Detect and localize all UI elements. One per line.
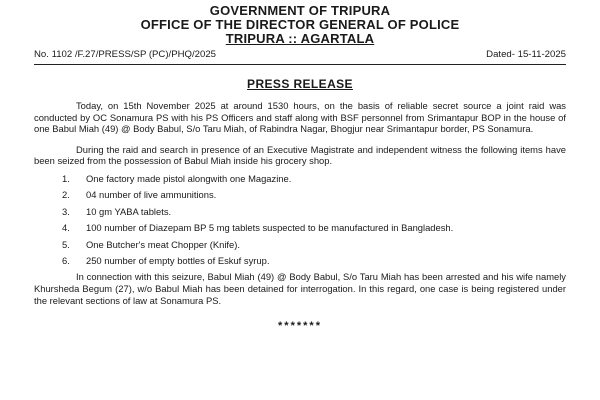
reference-line <box>34 48 566 62</box>
document-title: PRESS RELEASE <box>247 77 353 91</box>
paragraph-raid: Today, on 15th November 2025 at around 1530 hours, on the basis of reliable secret source a joint raid was conducted by OC Sonamura PS with his PS Officers and staff along with BSF personnel from Srimantapur BOP in the house of one Babul Miah (49) @ Body Babul, S/o Taru Miah, of Rabindra Nagar, Bhogjur near Srimantapur border, PS Sonamura. <box>34 100 566 135</box>
list-item <box>34 255 566 266</box>
list-item <box>34 222 566 233</box>
list-item-text: One factory made pistol alongwith one Magazine. <box>86 172 292 184</box>
letterhead-office: OFFICE OF THE DIRECTOR GENERAL OF POLICE <box>140 17 460 32</box>
header-divider <box>34 64 566 65</box>
list-item-text: 100 number of Diazepam BP 5 mg tablets suspected to be manufactured in Bangladesh. <box>86 222 454 234</box>
list-item <box>34 189 566 200</box>
reference-number: No. 1102 /F.27/PRESS/SP (PC)/PHQ/2025 <box>34 49 217 60</box>
list-item-number: 1. <box>62 172 70 184</box>
letterhead <box>34 4 566 46</box>
list-item-text: 250 number of empty bottles of Eskuf syrup. <box>86 255 270 266</box>
list-item-number: 3. <box>62 205 70 217</box>
reference-date: Dated- 15-11-2025 <box>486 49 566 60</box>
list-item-number: 4. <box>62 222 70 234</box>
list-item-text: One Butcher's meat Chopper (Knife). <box>86 238 240 250</box>
list-item-text: 04 number of live ammunitions. <box>86 189 217 201</box>
paragraph-search: During the raid and search in presence of an Executive Magistrate and independent witness the following items have been seized from the possession of Babul Miah inside his grocery shop. <box>34 143 566 167</box>
list-item-text: 10 gm YABA tablets. <box>86 205 172 217</box>
seized-items-list <box>34 173 566 266</box>
list-item-number: 2. <box>62 189 70 201</box>
list-item-number: 5. <box>62 238 70 250</box>
end-mark: ******* <box>278 320 322 333</box>
letterhead-government: GOVERNMENT OF TRIPURA <box>209 3 391 18</box>
list-item <box>34 239 566 250</box>
paragraph-arrest: In connection with this seizure, Babul Miah (49) @ Body Babul, S/o Taru Miah has been arrested and his wife namely Khursheda Begum (27), w/o Babul Miah has been detained for interrogation. In this regard, one case is being registered under the relevant sections of law at Sonamura PS. <box>34 271 566 306</box>
list-item-number: 6. <box>62 255 70 266</box>
letterhead-location: TRIPURA :: AGARTALA <box>225 31 375 46</box>
list-item <box>34 206 566 217</box>
list-item <box>34 173 566 184</box>
